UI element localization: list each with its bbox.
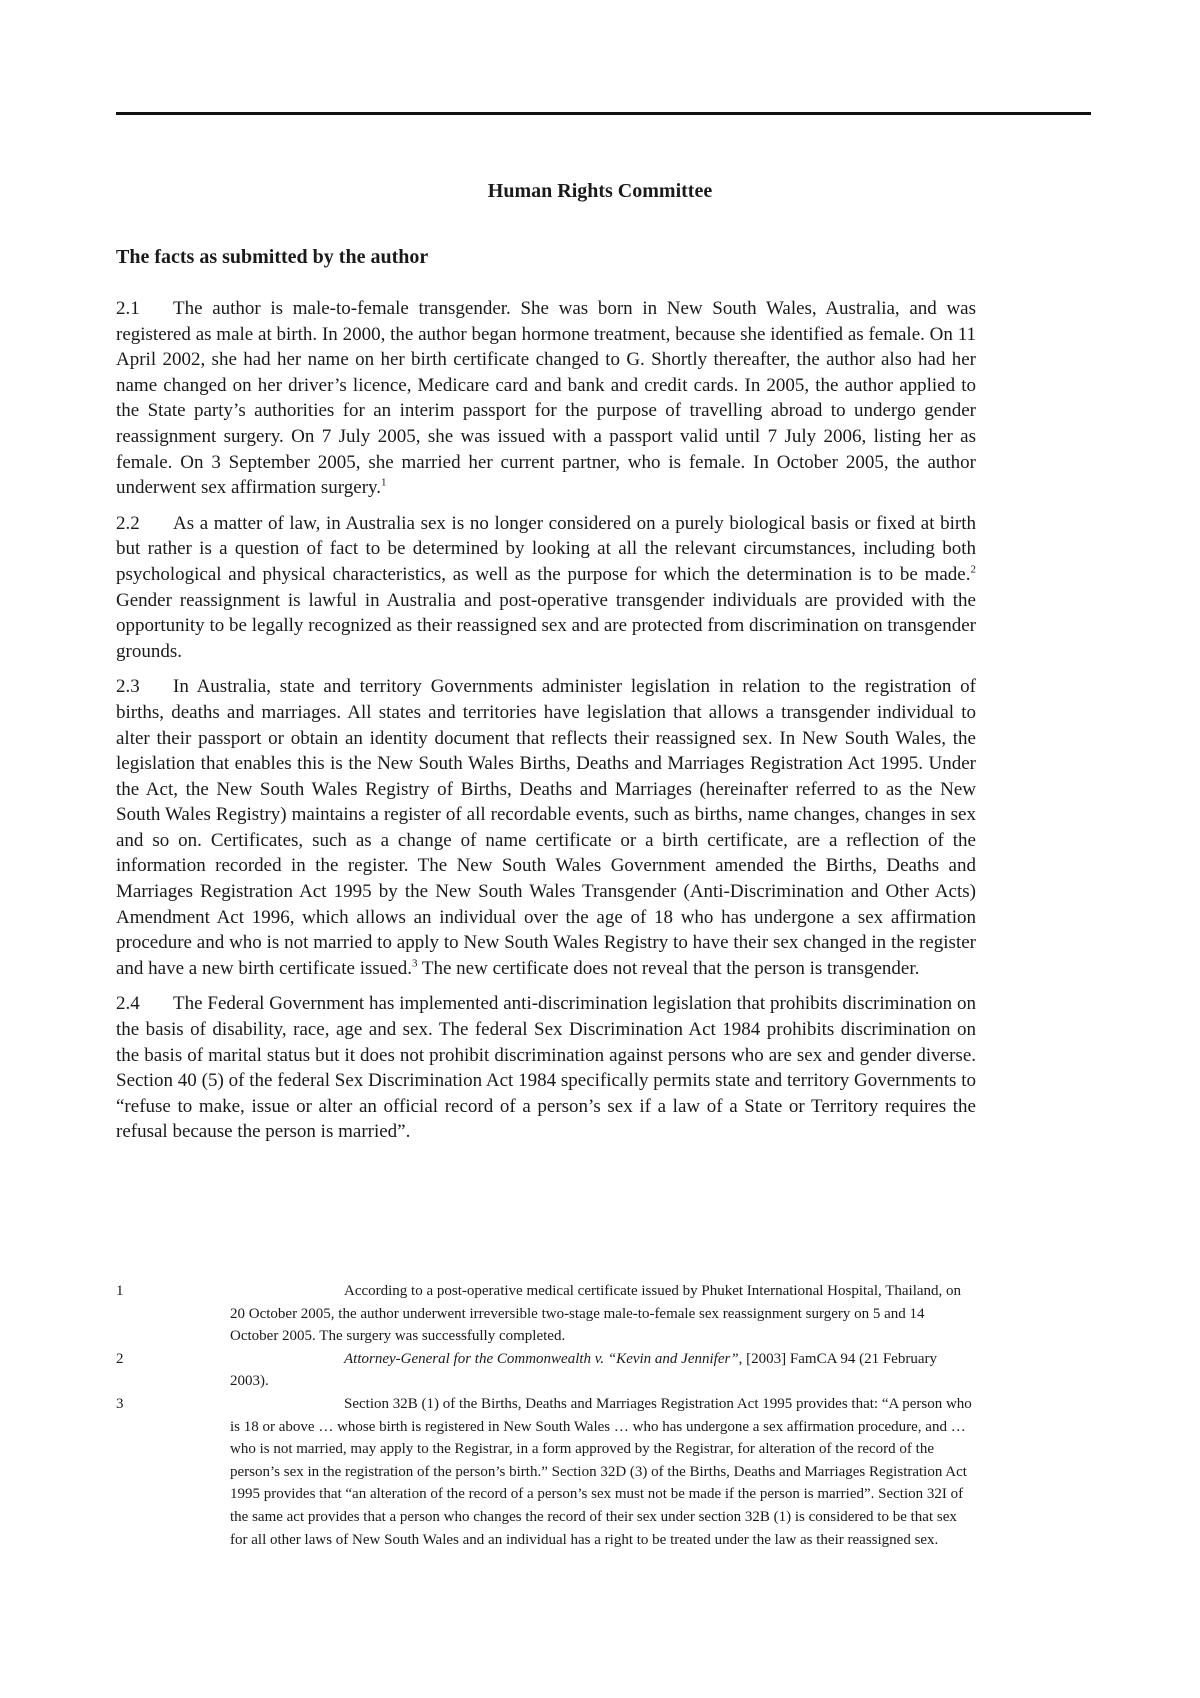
- footnote-text: [116, 1348, 976, 1393]
- paragraph-number: 2.4: [116, 993, 140, 1015]
- footnote-number: 2: [116, 1350, 124, 1367]
- footnote-ref[interactable]: 1: [381, 476, 387, 489]
- paragraph-text: The author is male-to-female transgender. She was born in New South Wales, Australia, and was registered as male at birth. In 2000, the author began hormone treatment, because she identified as female. On 11 April 2002, she had her name on her birth certificate changed to G. Shortly thereafter, the author also had her name changed on her driver’s licence, Medicare card and bank and credit cards. In 2005, the author applied to the State party’s authorities for an interim passport for the purpose of travelling abroad to undergo gender reassignment surgery. On 7 July 2005, she was issued with a passport valid until 7 July 2006, listing her as female. On 3 September 2005, she married her current partner, who is female. In October 2005, the author underwent sex affirmation surgery.: [116, 298, 976, 499]
- footnotes: [116, 1280, 976, 1551]
- footnote-2: [116, 1348, 976, 1393]
- paragraph-2-3: [116, 674, 976, 981]
- paragraph-2-1: [116, 296, 976, 501]
- footnote-body: , [2003] FamCA 94 (21 February 2003).: [230, 1350, 937, 1390]
- footnote-body: Section 32B (1) of the Births, Deaths and Marriages Registration Act 1995 provides that: “A person who is 18 or above … whose birth is registered in New South Wales … who has undergone a sex affirmation procedure, and … who is not married, may apply to the Registrar, in a form approved by the Registrar, for alteration of the record of the person’s sex in the registration of the person’s birth.” Section 32D (3) of the Births, Deaths and Marriages Registration Act 1995 provides that “an alteration of the record of a person’s sex must not be made if the person is married”. Section 32I of the same act provides that a person who changes the record of their sex under section 32B (1) is considered to be that sex for all other laws of New South Wales and an individual has a right to be treated under the law as their reassigned sex.: [230, 1395, 972, 1548]
- paragraph-text-continued: Gender reassignment is lawful in Australia and post-operative transgender individuals are provided with the opportunity to be legally recognized as their reassigned sex and are protected from discrimination on transgender grounds.: [116, 589, 976, 662]
- footnote-text: [116, 1393, 976, 1551]
- paragraph-text: In Australia, state and territory Governments administer legislation in relation to the registration of births, deaths and marriages. All states and territories have legislation that allows a transgender individual to alter their passport or obtain an identity document that reflects their reassigned sex. In New South Wales, the legislation that enables this is the New South Wales Births, Deaths and Marriages Registration Act 1995. Under the Act, the New South Wales Registry of Births, Deaths and Marriages (hereinafter referred to as the New South Wales Registry) maintains a register of all recordable events, such as births, name changes, changes in sex and so on. Certificates, such as a change of name certificate or a birth certificate, are a reflection of the information recorded in the register. The New South Wales Government amended the Births, Deaths and Marriages Registration Act 1995 by the New South Wales Transgender (Anti-Discrimination and Other Acts) Amendment Act 1996, which allows an individual over the age of 18 who has undergone a sex affirmation procedure and who is not married to apply to New South Wales Registry to have their sex changed in the register and have a new birth certificate issued.: [116, 676, 976, 979]
- paragraph-text-continued: The new certificate does not reveal that the person is transgender.: [417, 957, 920, 979]
- top-rule: [116, 112, 1091, 115]
- committee-title: Human Rights Committee: [487, 180, 713, 202]
- footnote-ref[interactable]: 3: [411, 957, 418, 970]
- footnote-1: [116, 1280, 976, 1348]
- paragraph-number: 2.3: [116, 676, 140, 698]
- footnote-body: According to a post-operative medical certificate issued by Phuket International Hospital, Thailand, on 20 October 2005, the author underwent irreversible two-stage male-to-female sex reassignment surgery on 5 and 14 October 2005. The surgery was successfully completed.: [230, 1283, 962, 1345]
- body-text: [116, 296, 976, 1155]
- footnote-text: [116, 1280, 976, 1348]
- paragraph-2-2: [116, 511, 976, 665]
- paragraph-number: 2.2: [116, 512, 140, 534]
- paragraph-2-4: [116, 991, 976, 1145]
- footnote-number: 1: [116, 1283, 124, 1299]
- case-citation: Attorney-General for the Commonwealth v. “Kevin and Jennifer”: [344, 1350, 739, 1367]
- section-heading: The facts as submitted by the author: [116, 246, 429, 268]
- footnote-number: 3: [116, 1395, 124, 1412]
- paragraph-text: The Federal Government has implemented anti-discrimination legislation that prohibits discrimination on the basis of disability, race, age and sex. The federal Sex Discrimination Act 1984 prohibits discrimination on the basis of marital status but it does not prohibit discrimination against persons who are sex and gender diverse. Section 40 (5) of the federal Sex Discrimination Act 1984 specifically permits state and territory Governments to “refuse to make, issue or alter an official record of a person’s sex if a law of a State or Territory requires the refusal because the person is married”.: [116, 993, 976, 1143]
- footnote-ref[interactable]: 2: [970, 563, 976, 576]
- footnote-3: [116, 1393, 976, 1551]
- paragraph-text: As a matter of law, in Australia sex is no longer considered on a purely biological basis or fixed at birth but rather is a question of fact to be determined by looking at all the relevant circumstances, including both psychological and physical characteristics, as well as the purpose for which the determination is to be made.: [116, 512, 976, 585]
- paragraph-number: 2.1: [116, 298, 140, 319]
